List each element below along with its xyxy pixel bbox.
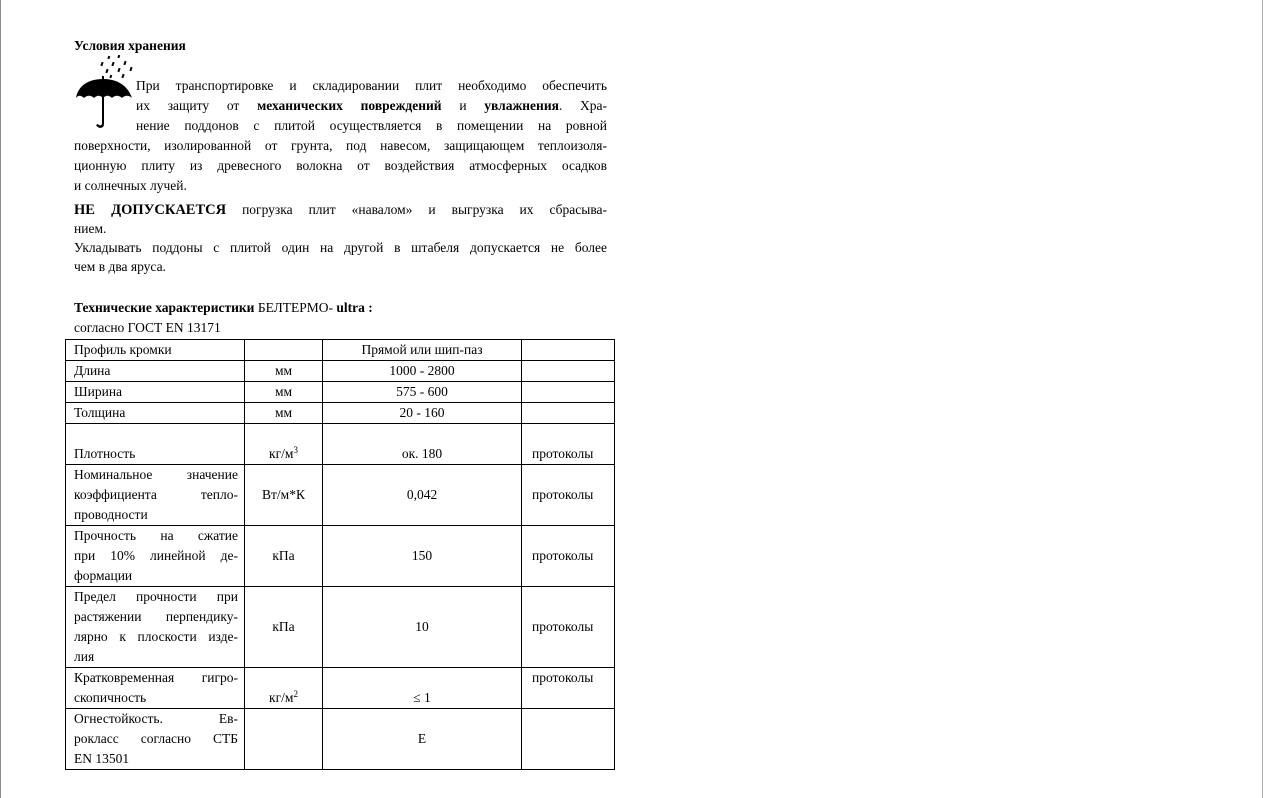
- unit-cell: [245, 382, 323, 403]
- unit-cell: [245, 424, 323, 465]
- value-text: 150: [411, 548, 433, 563]
- storage-heading: Условия хранения: [74, 38, 186, 53]
- value-cell: [323, 465, 522, 526]
- param-cell: [66, 587, 245, 668]
- param-text: формации: [74, 568, 133, 583]
- value-text: ок. 180: [401, 446, 443, 461]
- table-row: [66, 709, 615, 770]
- reference-cell: [522, 526, 615, 587]
- reference-cell: [522, 403, 615, 424]
- storage-line-2: их защиту от механических повреждений и увлажнения. Хра-: [136, 98, 608, 113]
- reference-cell: [522, 465, 615, 526]
- warning-paragraph: [74, 200, 607, 276]
- param-text: коэффициента тепло-: [74, 487, 238, 502]
- param-text: растяжении перпендику-: [74, 609, 238, 624]
- table-row: [66, 382, 615, 403]
- param-text: лия: [74, 649, 95, 664]
- unit-text: кПа: [272, 619, 295, 634]
- storage-line-6: и солнечных лучей.: [74, 178, 187, 193]
- table-row: [66, 424, 615, 465]
- value-text: 575 - 600: [396, 384, 448, 399]
- warning-line-4: чем в два яруса.: [74, 259, 166, 274]
- param-cell: [66, 709, 245, 770]
- value-cell: [323, 424, 522, 465]
- reference-text: протоколы: [532, 548, 594, 563]
- value-cell: [323, 587, 522, 668]
- reference-text: протоколы: [532, 670, 594, 685]
- param-text: проводности: [74, 507, 148, 522]
- unit-text: кПа: [272, 548, 295, 563]
- param-text: скопичность: [74, 690, 147, 705]
- param-text: лярно к плоскости изде-: [74, 629, 238, 644]
- param-text: Ширина: [74, 384, 123, 399]
- unit-text: мм: [274, 384, 293, 399]
- value-text: 1000 - 2800: [389, 363, 455, 378]
- warning-line-2: нием.: [74, 221, 107, 236]
- reference-text: протоколы: [532, 446, 594, 461]
- spec-table: [65, 339, 615, 770]
- value-cell: [323, 403, 522, 424]
- table-row: [66, 587, 615, 668]
- table-row: [66, 668, 615, 709]
- storage-paragraph: [74, 76, 607, 196]
- param-text: при 10% линейной де-: [74, 548, 238, 563]
- param-text: Предел прочности при: [74, 589, 238, 604]
- document-content: [74, 36, 607, 338]
- value-cell: [323, 709, 522, 770]
- param-text: EN 13501: [74, 751, 130, 766]
- storage-line-1: При транспортировке и складировании плит необходимо обеспечить: [136, 78, 607, 93]
- table-row: [66, 361, 615, 382]
- reference-cell: [522, 382, 615, 403]
- param-text: Прочность на сжатие: [74, 528, 238, 543]
- reference-cell: [522, 709, 615, 770]
- param-text: рокласс согласно СТБ: [74, 731, 238, 746]
- warning-line-3: Укладывать поддоны с плитой один на другой в штабеля допускается не более: [74, 240, 607, 255]
- reference-text: протоколы: [532, 619, 594, 634]
- unit-cell: [245, 465, 323, 526]
- storage-line-5: ционную плиту из древесного волокна от воздействия атмосферных осадков: [74, 158, 607, 173]
- reference-cell: [522, 668, 615, 709]
- unit-cell: [245, 526, 323, 587]
- unit-cell: [245, 403, 323, 424]
- unit-cell: [245, 668, 323, 709]
- table-row: [66, 403, 615, 424]
- value-cell: [323, 382, 522, 403]
- value-cell: [323, 361, 522, 382]
- param-text: Кратковременная гигро-: [74, 670, 238, 685]
- value-text: Прямой или шип-паз: [361, 342, 483, 357]
- param-cell: [66, 668, 245, 709]
- value-text: E: [417, 731, 427, 746]
- warning-line-1: НЕ ДОПУСКАЕТСЯ погрузка плит «навалом» и выгрузка их сбрасыва-: [74, 202, 608, 218]
- unit-cell: [245, 340, 323, 361]
- value-text: 20 - 160: [399, 405, 445, 420]
- unit-text: Вт/м*К: [262, 487, 305, 502]
- table-row: [66, 465, 615, 526]
- param-cell: [66, 382, 245, 403]
- param-text: Толщина: [74, 405, 126, 420]
- table-row: [66, 526, 615, 587]
- reference-cell: [522, 587, 615, 668]
- param-cell: [66, 340, 245, 361]
- param-text: Номинальное значение: [74, 467, 238, 482]
- storage-line-3: нение поддонов с плитой осуществляется в помещении на ровной: [136, 118, 607, 133]
- reference-text: протоколы: [532, 487, 594, 502]
- reference-cell: [522, 340, 615, 361]
- param-cell: [66, 403, 245, 424]
- unit-superscript: 3: [293, 445, 298, 455]
- param-text: Огнестойкость. Ев-: [74, 711, 238, 726]
- standard-reference: согласно ГОСТ EN 13171: [74, 320, 221, 335]
- umbrella-rain-icon: [74, 54, 136, 132]
- tech-title: Технические характеристики БЕЛТЕРМО- ultra :: [74, 300, 373, 315]
- param-text: Плотность: [74, 446, 136, 461]
- storage-line-4: поверхности, изолированной от грунта, под навесом, защищающем теплоизоля-: [74, 138, 607, 153]
- unit-text: мм: [274, 363, 293, 378]
- value-cell: [323, 526, 522, 587]
- value-text: 10: [415, 619, 429, 634]
- value-cell: [323, 340, 522, 361]
- value-cell: [323, 668, 522, 709]
- param-cell: [66, 361, 245, 382]
- table-row: [66, 340, 615, 361]
- reference-cell: [522, 361, 615, 382]
- reference-cell: [522, 424, 615, 465]
- page-edge-left: [0, 0, 1, 798]
- unit-cell: [245, 709, 323, 770]
- unit-cell: [245, 361, 323, 382]
- value-text: ≤ 1: [413, 690, 431, 705]
- value-text: 0,042: [406, 487, 438, 502]
- unit-text: кг/м: [269, 446, 294, 461]
- unit-superscript: 2: [293, 689, 298, 699]
- param-text: Профиль кромки: [74, 342, 172, 357]
- param-cell: [66, 424, 245, 465]
- page-edge-right: [1262, 0, 1263, 798]
- unit-cell: [245, 587, 323, 668]
- unit-text: мм: [274, 405, 293, 420]
- param-text: Длина: [74, 363, 111, 378]
- param-cell: [66, 526, 245, 587]
- unit-text: кг/м: [269, 690, 294, 705]
- param-cell: [66, 465, 245, 526]
